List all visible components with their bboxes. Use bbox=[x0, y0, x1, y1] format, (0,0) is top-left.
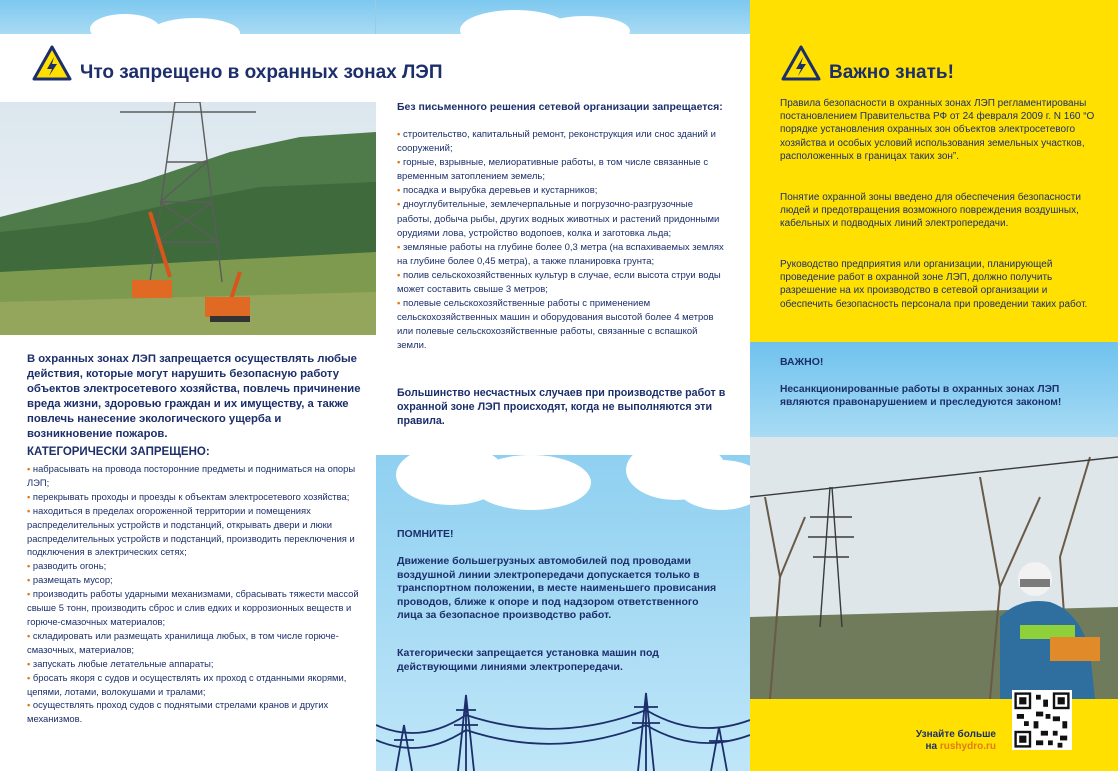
right-paragraph-1: Правила безопасности в охранных зонах ЛЭП регламентированы постановлением Правительства РФ от 24 февраля 2009 г. N 160 “О порядке установления охранных зон объектов электросетевого хозяйства и особых условий использования земельных участков, расположенных в границах таких зон”. bbox=[780, 98, 1095, 162]
remember-text: Движение большегрузных автомобилей под проводами воздушной линии электропередачи допускается только в транспортном положении, в месте наименьшего провисания проводов, ближе к опоре и под надзором ответственного лица за безопасное производство работ. bbox=[397, 555, 717, 622]
list-item: • полив сельскохозяйственных культур в случае, если высота струи воды может составить свыше 3 метров; bbox=[397, 269, 727, 297]
power-line-illustration bbox=[376, 685, 750, 771]
list-item: • запускать любые летательные аппараты; bbox=[27, 657, 363, 671]
middle-list bbox=[397, 128, 727, 354]
list-item: • бросать якоря с судов и осуществлять их проход с отданными якорями, цепями, лотами, волокушами и тралами; bbox=[27, 671, 363, 699]
left-intro: В охранных зонах ЛЭП запрещается осуществлять любые действия, которые могут нарушить безопасную работу объектов электросетевого хозяйства, повлечь причинение вреда жизни, здоровью граждан и их имуществу, а также повлечь нанесение экологического ущерба и возникновение пожаров. bbox=[27, 353, 361, 440]
list-item: • размещать мусор; bbox=[27, 573, 363, 587]
list-item: • земляные работы на глубине более 0,3 метра (на вспахиваемых землях на глубине более 0,45 метра), а также планировка грунта; bbox=[397, 241, 727, 269]
list-item: • перекрывать проходы и проезды к объектам электросетевого хозяйства; bbox=[27, 490, 363, 504]
transmission-tower-crane-photo bbox=[0, 102, 376, 335]
list-item: • дноуглубительные, землечерпальные и погрузочно-разгрузочные работы, добыча рыбы, других водных животных и растений придонными орудиями лова, устройство водопоев, колка и заготовка льда; bbox=[397, 198, 727, 240]
website-link[interactable]: rushydro.ru bbox=[939, 741, 996, 752]
list-item: • строительство, капитальный ремонт, реконструкция или снос зданий и сооружений; bbox=[397, 128, 727, 156]
categorical-heading: КАТЕГОРИЧЕСКИ ЗАПРЕЩЕНО: bbox=[27, 446, 210, 458]
important-heading: ВАЖНО! bbox=[780, 356, 824, 368]
list-item: • горные, взрывные, мелиоративные работы, в том числе связанные с временным затоплением земель; bbox=[397, 156, 727, 184]
categorical-list bbox=[27, 462, 363, 726]
list-item: • складировать или размещать хранилища любых, в том числе горюче-смазочных, материалов; bbox=[27, 629, 363, 657]
list-item: • осуществлять проход судов с поднятыми стрелами кранов и других механизмов. bbox=[27, 698, 363, 726]
middle-footer: Большинство несчастных случаев при производстве работ в охранной зоне ЛЭП происходят, когда не выполняются эти правила. bbox=[397, 387, 726, 427]
right-paragraph-3: Руководство предприятия или организации, планирующей проведение работ в охранной зоне ЛЭП, должно получить разрешение на их производство в сетевой организации и обеспечить безопасность персонала при проведении таких работ. bbox=[780, 259, 1088, 310]
left-title: Что запрещено в охранных зонах ЛЭП bbox=[80, 62, 443, 83]
important-text: Несанкционированные работы в охранных зонах ЛЭП являются правонарушением и преследуются законом! bbox=[780, 384, 1062, 409]
high-voltage-warning-icon bbox=[32, 45, 72, 81]
list-item: • набрасывать на провода посторонние предметы и подниматься на опоры ЛЭП; bbox=[27, 462, 363, 490]
high-voltage-warning-icon bbox=[781, 45, 821, 81]
top-sky-strip bbox=[0, 0, 750, 34]
learn-more-label: Узнайте больше bbox=[915, 729, 996, 740]
list-item: • посадка и вырубка деревьев и кустарников; bbox=[397, 184, 727, 198]
list-item: • разводить огонь; bbox=[27, 559, 363, 573]
right-paragraph-2: Понятие охранной зоны введено для обеспечения безопасности людей и предотвращения возможного повреждения воздушных, кабельных и подводных линий электропередачи. bbox=[780, 192, 1081, 230]
list-item: • производить работы ударными механизмами, сбрасывать тяжести массой свыше 5 тонн, производить сброс и слив едких и коррозионных веществ и горюче-смазочных материалов; bbox=[27, 587, 363, 629]
lineman-chainsaw-photo bbox=[750, 437, 1118, 699]
right-title: Важно знать! bbox=[829, 62, 954, 83]
middle-heading: Без письменного решения сетевой организации запрещается: bbox=[397, 101, 723, 113]
list-item: • находиться в пределах огороженной территории и помещениях распределительных устройств и подстанций, открывать двери и люки распределительных устройств и подстанций, производить переключения и подключения в электрических сетях; bbox=[27, 504, 363, 560]
learn-more bbox=[890, 729, 996, 753]
qr-code[interactable] bbox=[1012, 690, 1072, 750]
list-item: • полевые сельскохозяйственные работы с применением сельскохозяйственных машин и оборудования высотой более 4 метров или полевые сельскохозяйственные работы, связанные с вспашкой земли. bbox=[397, 297, 727, 353]
remember-text-2: Категорически запрещается установка машин под действующими линиями электропередачи. bbox=[397, 647, 659, 673]
learn-on-label: на bbox=[925, 741, 938, 752]
remember-heading: ПОМНИТЕ! bbox=[397, 528, 454, 540]
